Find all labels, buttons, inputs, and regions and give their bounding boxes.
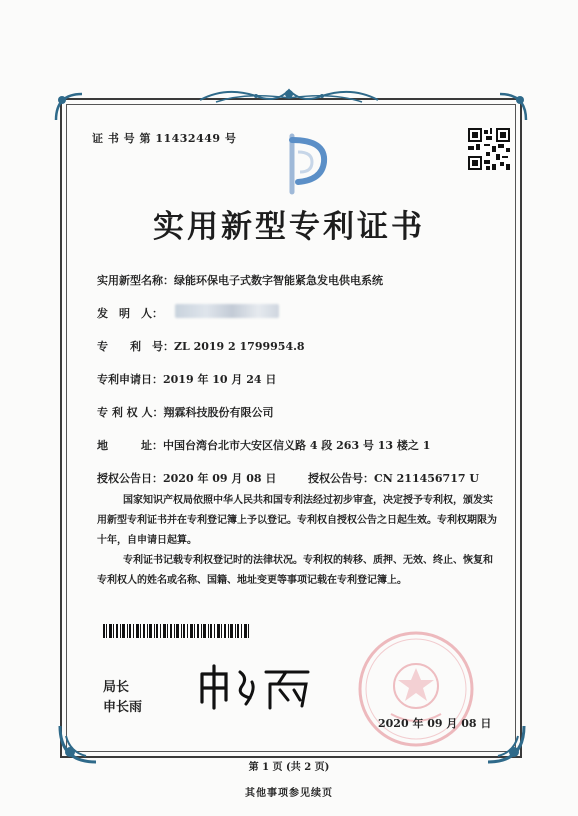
grant-date-value: 2020 年 09 月 08 日 (163, 472, 277, 485)
redacted-inventor (175, 304, 279, 318)
utility-name-label: 实用新型名称： (97, 274, 174, 287)
inventor-label: 发 明 人： (97, 307, 163, 320)
grant-statement: 国家知识产权局依照中华人民共和国专利法经过初步审查，决定授予专利权，颁发实用新型专利证书并在专利登记簿上予以登记。专利权自授权公告之日起生效。专利权期限为十年，自申请日起算。 (97, 495, 497, 546)
grant-number-row (308, 470, 479, 486)
patent-number-value: ZL 2019 2 1799954.8 (174, 340, 305, 353)
grant-date-label: 授权公告日： (97, 472, 163, 485)
inventor-row (97, 305, 163, 321)
owner-row (97, 404, 274, 420)
patent-number-label: 专 利 号： (97, 340, 174, 353)
footer-note: 其他事项参见续页 (245, 788, 333, 799)
issue-date: 2020 年 09 月 08 日 (378, 717, 492, 730)
grant-date-row (97, 470, 276, 486)
top-ornament (196, 84, 382, 108)
patent-office-logo (268, 130, 338, 200)
utility-name-value: 绿能环保电子式数字智能紧急发电供电系统 (174, 274, 383, 287)
address-label: 地 址： (97, 439, 163, 452)
barcode (103, 624, 249, 638)
owner-value: 翔霖科技股份有限公司 (163, 406, 274, 419)
filing-date-row (97, 371, 276, 387)
director-signature (196, 664, 314, 710)
owner-label: 专 利 权 人： (97, 406, 164, 419)
corner-ornament-top-right (496, 90, 530, 124)
filing-date-label: 专利申请日： (97, 373, 163, 386)
director-name: 申长雨 (103, 700, 143, 715)
grant-number-value: CN 211456717 U (374, 472, 479, 485)
utility-name-row (97, 272, 383, 288)
certificate-title: 实用新型专利证书 (153, 209, 425, 245)
patent-number-row (97, 338, 305, 354)
certificate-number: 证 书 号 第 11432449 号 (92, 132, 237, 145)
address-value: 中国台湾台北市大安区信义路 4 段 263 号 13 楼之 1 (163, 439, 431, 452)
legal-status-statement: 专利证书记载专利权登记时的法律状况。专利权的转移、质押、无效、终止、恢复和专利权人的姓名或名称、国籍、地址变更等事项记载在专利登记簿上。 (97, 555, 493, 586)
grant-number-label: 授权公告号： (308, 472, 374, 485)
page-number: 第 1 页 (共 2 页) (248, 762, 330, 773)
address-row (97, 437, 430, 453)
director-title: 局长 (103, 680, 130, 695)
filing-date-value: 2019 年 10 月 24 日 (163, 373, 277, 386)
corner-ornament-top-left (52, 90, 86, 124)
qr-code-icon (468, 128, 510, 170)
